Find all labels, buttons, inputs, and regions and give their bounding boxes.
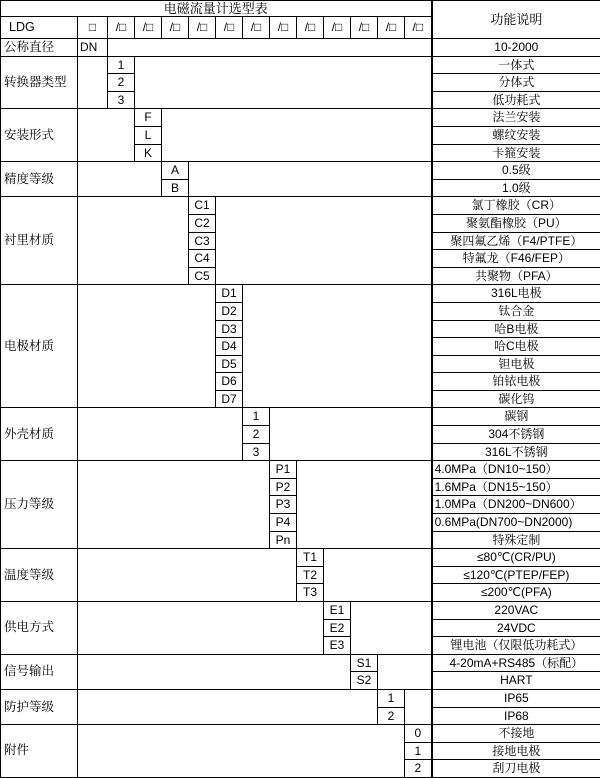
option-desc-cell: 聚四氟乙烯（F4/PTFE） [432,232,600,250]
model-prefix: LDG [1,17,78,39]
option-desc-cell: ≤200℃(PFA) [432,584,600,602]
option-desc-cell: ≤120℃(PTEP/FEP) [432,566,600,584]
option-code-cell: C4 [189,250,216,268]
option-desc-cell: 钛合金 [432,302,600,320]
option-desc-cell: 316L不锈钢 [432,443,600,461]
option-code-cell: 1 [243,408,270,426]
category-label: 电极材质 [1,285,78,408]
spacer-cell [78,197,189,285]
option-code-cell: P4 [270,514,297,532]
option-desc-cell: 24VDC [432,619,600,637]
option-desc-cell: 锂电池（仅限低功耗式） [432,637,600,655]
model-slot-box: /□ [378,17,405,39]
option-desc-cell: 1.6MPa（DN15~150） [432,478,600,496]
option-desc-cell: 1.0级 [432,179,600,197]
option-desc-cell: 碳化钨 [432,390,600,408]
option-desc-cell: HART [432,672,600,690]
option-code-cell: Pn [270,531,297,549]
spacer-cell [78,109,135,162]
model-slot-box: /□ [108,17,135,39]
option-code-cell: B [162,179,189,197]
option-code-cell: P1 [270,461,297,479]
option-code-cell: E1 [324,602,351,620]
option-desc-cell: IP68 [432,707,600,725]
option-code-cell: 1 [108,56,135,74]
category-label: 防护等级 [1,689,78,724]
option-desc-cell: ≤80℃(CR/PU) [432,549,600,567]
spacer-cell [270,408,432,461]
option-code-cell: DN [78,39,108,57]
spacer-cell [189,162,432,197]
option-desc-cell: 低功耗式 [432,91,600,109]
model-code-box: □ [78,17,108,39]
spacer-cell [405,689,432,724]
option-code-cell: T1 [297,549,324,567]
option-desc-cell: 法兰安装 [432,109,600,127]
option-code-cell: D7 [216,390,243,408]
option-desc-cell: 卡箍安装 [432,144,600,162]
option-desc-cell: 4.0MPa（DN10~150） [432,461,600,479]
option-code-cell: T2 [297,566,324,584]
option-desc-cell: 4-20mA+RS485（标配） [432,654,600,672]
model-slot-box: /□ [135,17,162,39]
category-label: 精度等级 [1,162,78,197]
spacer-cell [243,285,432,408]
option-code-cell: C3 [189,232,216,250]
option-code-cell: S1 [351,654,378,672]
option-desc-cell: 一体式 [432,56,600,74]
option-desc-cell: 分体式 [432,74,600,92]
spacer-cell [135,56,432,109]
category-label: 信号输出 [1,654,78,689]
option-code-cell: P3 [270,496,297,514]
spacer-cell [378,654,432,689]
option-code-cell: E2 [324,619,351,637]
category-label: 供电方式 [1,602,78,655]
option-desc-cell: 哈B电极 [432,320,600,338]
model-slot-box: /□ [162,17,189,39]
model-slot-box: /□ [324,17,351,39]
option-code-cell: 2 [405,760,432,778]
option-desc-cell: 刮刀电极 [432,760,600,778]
option-code-cell: D4 [216,338,243,356]
model-slot-box: /□ [297,17,324,39]
option-desc-cell: 哈C电极 [432,338,600,356]
model-slot-box: /□ [270,17,297,39]
option-code-cell: P2 [270,478,297,496]
option-desc-cell: 0.6MPa(DN700~DN2000) [432,514,600,532]
option-code-cell: 2 [243,426,270,444]
option-code-cell: C5 [189,267,216,285]
page-title: 电磁流量计选型表 [1,1,432,17]
category-label: 外壳材质 [1,408,78,461]
spacer-cell [297,461,432,549]
option-code-cell: 2 [108,74,135,92]
spacer-cell [78,162,162,197]
option-desc-cell: IP65 [432,689,600,707]
model-slot-box: /□ [243,17,270,39]
option-code-cell: D5 [216,355,243,373]
option-code-cell: 1 [378,689,405,707]
option-code-cell: S2 [351,672,378,690]
category-label: 转换器类型 [1,56,78,109]
option-desc-cell: 碳钢 [432,408,600,426]
option-desc-cell: 螺纹安装 [432,126,600,144]
option-desc-cell: 0.5级 [432,162,600,180]
option-desc-cell: 1.0MPa（DN200~DN600） [432,496,600,514]
option-code-cell: E3 [324,637,351,655]
option-code-cell: C2 [189,214,216,232]
option-desc-cell: 钽电极 [432,355,600,373]
option-desc-cell: 聚氨酯橡胶（PU） [432,214,600,232]
option-desc-cell: 10-2000 [432,39,600,57]
option-code-cell: 3 [108,91,135,109]
spacer-cell [78,654,351,689]
model-slot-box: /□ [216,17,243,39]
option-desc-cell: 接地电极 [432,742,600,760]
category-label: 安装形式 [1,109,78,162]
category-label: 压力等级 [1,461,78,549]
option-code-cell: K [135,144,162,162]
spacer-cell [78,602,324,655]
option-desc-cell: 316L电极 [432,285,600,303]
spacer-cell [78,549,297,602]
option-code-cell: L [135,126,162,144]
option-code-cell: F [135,109,162,127]
spacer-cell [324,549,432,602]
option-code-cell: D6 [216,373,243,391]
option-desc-cell: 不接地 [432,725,600,743]
model-slot-box: /□ [405,17,432,39]
spacer-cell [351,602,432,655]
spacer-cell [216,197,432,285]
spacer-cell [78,408,243,461]
option-code-cell: 0 [405,725,432,743]
option-code-cell: D3 [216,320,243,338]
option-desc-cell: 氯丁橡胶（CR） [432,197,600,215]
option-code-cell: D1 [216,285,243,303]
category-label: 附件 [1,725,78,778]
function-column-header: 功能说明 [432,1,600,39]
option-code-cell: D2 [216,302,243,320]
spacer-cell [78,285,216,408]
spacer-cell [78,461,270,549]
option-code-cell: T3 [297,584,324,602]
option-desc-cell: 铂铱电极 [432,373,600,391]
option-desc-cell: 特氟龙（F46/FEP） [432,250,600,268]
option-code-cell: 2 [378,707,405,725]
model-slot-box: /□ [351,17,378,39]
model-slot-box: /□ [189,17,216,39]
option-desc-cell: 共聚物（PFA） [432,267,600,285]
spacer-cell [78,725,405,778]
spacer-cell [78,56,108,109]
option-code-cell: 3 [243,443,270,461]
option-desc-cell: 特殊定制 [432,531,600,549]
spacer-cell [162,109,432,162]
spacer-cell [108,39,432,57]
option-code-cell: C1 [189,197,216,215]
category-label: 温度等级 [1,549,78,602]
category-label: 衬里材质 [1,197,78,285]
spacer-cell [78,689,378,724]
category-label: 公称直径 [1,39,78,57]
option-code-cell: 1 [405,742,432,760]
option-code-cell: A [162,162,189,180]
option-desc-cell: 304不锈钢 [432,426,600,444]
option-desc-cell: 220VAC [432,602,600,620]
